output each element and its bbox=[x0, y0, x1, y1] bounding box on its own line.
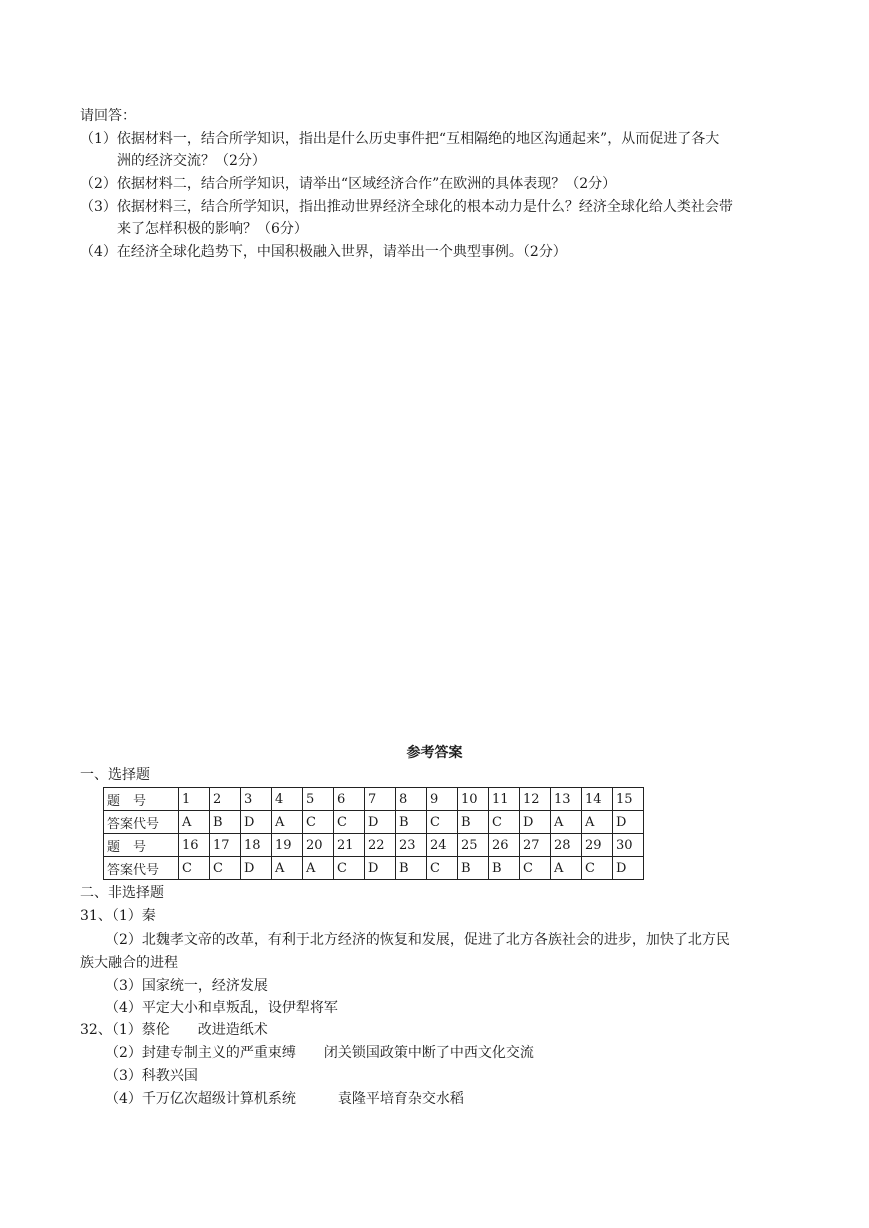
answer-table-row bbox=[104, 788, 644, 811]
answer-table-cell: B bbox=[396, 811, 427, 834]
answer-table-cell: 12 bbox=[520, 788, 551, 811]
answer-table-cell: D bbox=[365, 857, 396, 880]
answer-table-cell: D bbox=[365, 811, 396, 834]
answer-31-2-line-1: （2）北魏孝文帝的改革，有利于北方经济的恢复和发展，促进了北方各族社会的进步，加快了北方民 bbox=[105, 932, 730, 948]
answer-table-cell: 18 bbox=[241, 834, 272, 857]
answer-table-row bbox=[104, 857, 644, 880]
answer-table-cell: 26 bbox=[489, 834, 520, 857]
answer-table-cell: D bbox=[241, 811, 272, 834]
answer-table-cell: 15 bbox=[613, 788, 644, 811]
answer-table-cell: C bbox=[582, 857, 613, 880]
answer-32-2: （2）封建专制主义的严重束缚 闭关锁国政策中断了中西文化交流 bbox=[105, 1045, 534, 1061]
answer-table-cell: A bbox=[551, 857, 582, 880]
question-1-line-2: 洲的经济交流？（2分） bbox=[117, 153, 266, 169]
answer-table-cell: A bbox=[303, 857, 334, 880]
answer-table-cell: A bbox=[582, 811, 613, 834]
answer-table-cell: 19 bbox=[272, 834, 303, 857]
answers-title: 参考答案 bbox=[406, 745, 463, 761]
question-4: （4）在经济全球化趋势下，中国积极融入世界，请举出一个典型事例。（2分） bbox=[80, 244, 567, 260]
section-multiple-choice-heading: 一、选择题 bbox=[80, 767, 150, 783]
answer-table-cell: 10 bbox=[458, 788, 489, 811]
answer-table-cell: D bbox=[520, 811, 551, 834]
answer-table-cell: 3 bbox=[241, 788, 272, 811]
answer-32-4: （4）千万亿次超级计算机系统 袁隆平培育杂交水稻 bbox=[105, 1091, 464, 1107]
answer-table-cell: 27 bbox=[520, 834, 551, 857]
answer-table-row-header: 题 号 bbox=[104, 834, 179, 857]
answer-table-cell: D bbox=[613, 811, 644, 834]
answer-table-cell: B bbox=[396, 857, 427, 880]
answer-table-row bbox=[104, 834, 644, 857]
answer-table-row-header: 题 号 bbox=[104, 788, 179, 811]
answer-table-cell: 21 bbox=[334, 834, 365, 857]
answer-table-cell: B bbox=[489, 857, 520, 880]
answer-32-3: （3）科教兴国 bbox=[105, 1068, 198, 1084]
answer-table-cell: B bbox=[210, 811, 241, 834]
answer-table-cell: 25 bbox=[458, 834, 489, 857]
answer-table-cell: A bbox=[272, 811, 303, 834]
answer-table-cell: 6 bbox=[334, 788, 365, 811]
answer-table-cell: 14 bbox=[582, 788, 613, 811]
section-non-choice-heading: 二、非选择题 bbox=[80, 885, 164, 901]
answer-table-row-header: 答案代号 bbox=[104, 857, 179, 880]
answer-table-cell: 4 bbox=[272, 788, 303, 811]
answer-table-cell: 16 bbox=[179, 834, 210, 857]
answer-table-cell: 22 bbox=[365, 834, 396, 857]
question-3-line-1: （3）依据材料三，结合所学知识，指出推动世界经济全球化的根本动力是什么？经济全球化给人类社会带 bbox=[80, 199, 733, 215]
answer-table-cell: A bbox=[551, 811, 582, 834]
answer-31-2-line-2: 族大融合的进程 bbox=[80, 955, 178, 971]
answer-table-cell: 13 bbox=[551, 788, 582, 811]
answer-table-cell: 7 bbox=[365, 788, 396, 811]
answer-table-cell: 5 bbox=[303, 788, 334, 811]
answer-table-cell: A bbox=[179, 811, 210, 834]
answer-table-cell: 1 bbox=[179, 788, 210, 811]
answer-table-cell: C bbox=[520, 857, 551, 880]
answer-table-cell: 29 bbox=[582, 834, 613, 857]
answer-table-cell: 23 bbox=[396, 834, 427, 857]
answer-table-cell: B bbox=[458, 811, 489, 834]
answer-table-cell: C bbox=[334, 811, 365, 834]
answer-31-4: （4）平定大小和卓叛乱，设伊犁将军 bbox=[105, 1000, 338, 1016]
question-3-line-2: 来了怎样积极的影响？（6分） bbox=[117, 221, 308, 237]
answer-table-row-header: 答案代号 bbox=[104, 811, 179, 834]
answer-table-row bbox=[104, 811, 644, 834]
answer-table-cell: A bbox=[272, 857, 303, 880]
answer-32-1: 32、（1）蔡伦 改进造纸术 bbox=[80, 1022, 268, 1038]
answer-table-cell: 2 bbox=[210, 788, 241, 811]
answer-31-3: （3）国家统一，经济发展 bbox=[105, 978, 268, 994]
answer-table-cell: 28 bbox=[551, 834, 582, 857]
answer-key-table bbox=[103, 787, 644, 880]
answer-31-1: 31、（1）秦 bbox=[80, 908, 156, 924]
answer-prompt: 请回答： bbox=[80, 108, 136, 124]
answer-table-cell: D bbox=[241, 857, 272, 880]
answer-table-cell: 24 bbox=[427, 834, 458, 857]
answer-table-cell: C bbox=[427, 857, 458, 880]
answer-table-cell: 30 bbox=[613, 834, 644, 857]
answer-table-cell: C bbox=[427, 811, 458, 834]
answer-table-cell: 9 bbox=[427, 788, 458, 811]
answer-table-cell: D bbox=[613, 857, 644, 880]
answer-table-cell: 8 bbox=[396, 788, 427, 811]
answer-table-cell: C bbox=[179, 857, 210, 880]
answer-table-cell: 11 bbox=[489, 788, 520, 811]
answer-table-cell: C bbox=[489, 811, 520, 834]
question-2: （2）依据材料二，结合所学知识，请举出“区域经济合作”在欧洲的具体表现？（2分） bbox=[80, 176, 617, 192]
answer-table-cell: 20 bbox=[303, 834, 334, 857]
answer-table-cell: B bbox=[458, 857, 489, 880]
answer-table-cell: 17 bbox=[210, 834, 241, 857]
question-1-line-1: （1）依据材料一，结合所学知识，指出是什么历史事件把“互相隔绝的地区沟通起来”，从而促进了各大 bbox=[80, 131, 720, 147]
answer-table-cell: C bbox=[303, 811, 334, 834]
answer-table-cell: C bbox=[334, 857, 365, 880]
answer-table-cell: C bbox=[210, 857, 241, 880]
